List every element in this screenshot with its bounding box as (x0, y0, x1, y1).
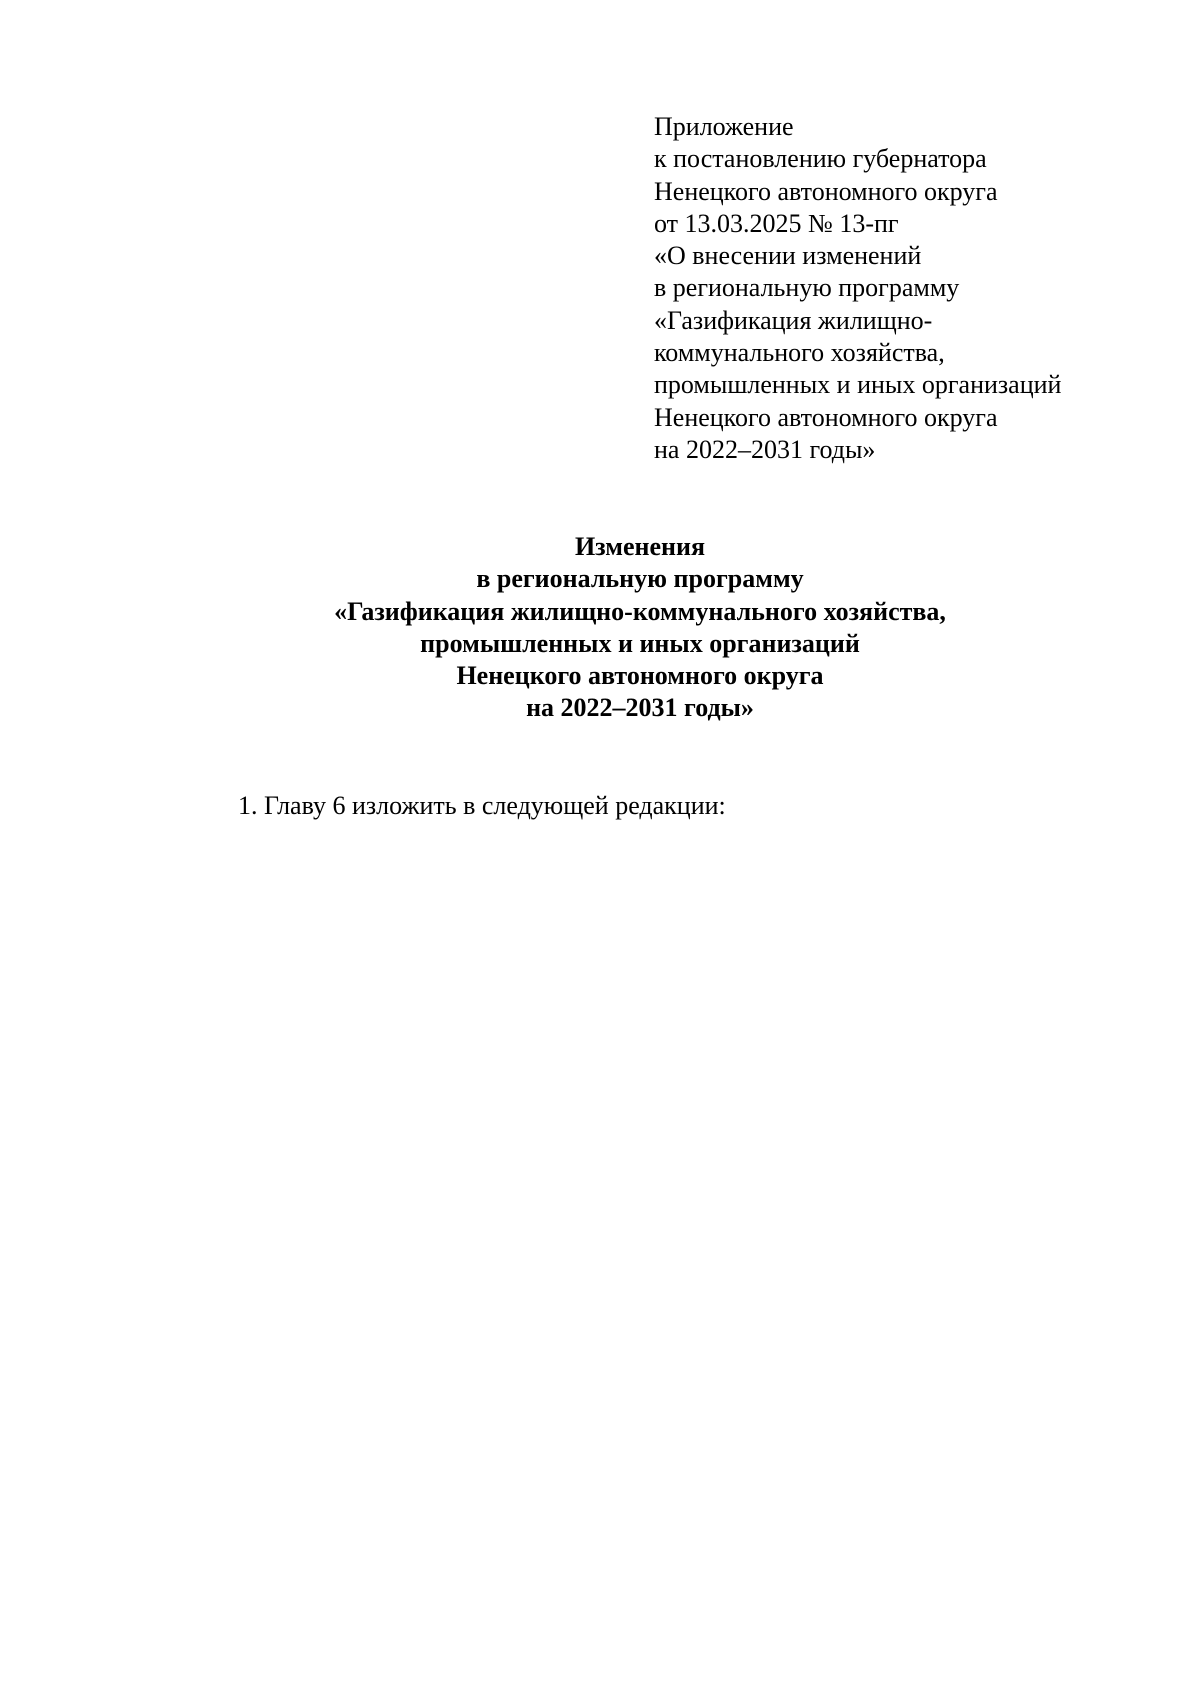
appendix-line: Ненецкого автономного округа (654, 176, 998, 206)
appendix-line: коммунального хозяйства, (654, 338, 945, 368)
title-line: «Газификация жилищно-коммунального хозяйства, (334, 596, 946, 626)
appendix-line: на 2022–2031 годы» (654, 434, 876, 464)
title-line: Ненецкого автономного округа (456, 661, 824, 691)
appendix-line: к постановлению губернатора (654, 144, 987, 174)
appendix-line: промышленных и иных организаций (654, 370, 1062, 400)
title-line: Изменения (574, 532, 706, 561)
document-title (0, 531, 1200, 725)
appendix-line: от 13.03.2025 № 13-пг (654, 208, 899, 238)
title-line: на 2022–2031 годы» (526, 693, 754, 723)
appendix-header (654, 111, 1174, 466)
title-line: промышленных и иных организаций (420, 628, 860, 658)
appendix-line: Ненецкого автономного округа (654, 402, 998, 432)
appendix-line: в региональную программу (654, 273, 960, 303)
appendix-line: «О внесении изменений (654, 241, 922, 271)
appendix-line: Приложение (654, 112, 794, 141)
appendix-line: «Газификация жилищно- (654, 305, 933, 335)
title-line: в региональную программу (476, 564, 804, 594)
body-paragraph: 1. Главу 6 изложить в следующей редакции: (238, 791, 726, 820)
